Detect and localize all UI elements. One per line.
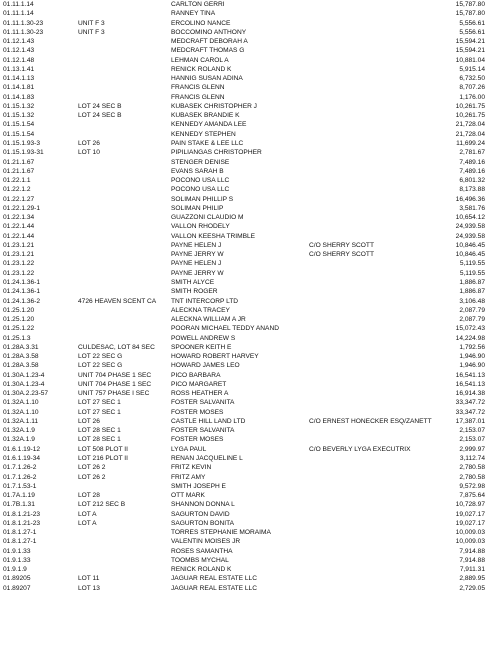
table-row <box>3 343 485 352</box>
owner-name: SPOONER KEITH E <box>171 343 232 351</box>
table-row <box>3 334 485 343</box>
property-location: UNIT 704 PHASE 1 SEC <box>78 371 152 379</box>
property-location: LOT 24 SEC B <box>78 102 122 110</box>
parcel-number: 01.22.1.2 <box>3 186 31 194</box>
owner-name: TORRES STEPHANIE MORAIMA <box>171 529 271 537</box>
parcel-number: 01.11.1.14 <box>3 1 34 8</box>
owner-name: FOSTER SALVANITA <box>171 399 235 407</box>
parcel-number: 01.28A.3.31 <box>3 343 39 351</box>
amount-due: 1,946.90 <box>459 353 485 361</box>
parcel-number: 01.25.1.22 <box>3 325 35 333</box>
property-location: LOT 11 <box>78 575 100 583</box>
table-row <box>3 9 485 18</box>
amount-due: 33,347.72 <box>455 399 485 407</box>
property-location: LOT 27 SEC 1 <box>78 408 121 416</box>
care-of-note: C/O SHERRY SCOTT <box>309 241 374 249</box>
parcel-number: 01.25.1.3 <box>3 334 31 342</box>
amount-due: 1,792.56 <box>459 343 485 351</box>
property-location: LOT 10 <box>78 149 100 157</box>
table-row <box>3 0 485 9</box>
amount-due: 3,112.74 <box>459 455 485 463</box>
amount-due: 15,787.80 <box>455 10 485 18</box>
owner-name: KUBASEK BRANDIE K <box>171 112 240 120</box>
amount-due: 10,846.45 <box>455 241 485 249</box>
property-location: LOT A <box>78 510 97 518</box>
amount-due: 6,801.32 <box>459 177 485 185</box>
parcel-number: 01.15.1.54 <box>3 130 35 138</box>
amount-due: 2,780.58 <box>459 464 485 472</box>
parcel-number: 01.22.1.44 <box>3 232 35 240</box>
property-location: LOT 508 PLOT II <box>78 445 128 453</box>
parcel-number: 01.9.1.33 <box>3 547 31 555</box>
table-row <box>3 584 485 593</box>
amount-due: 2,780.58 <box>459 473 485 481</box>
table-row <box>3 380 485 389</box>
owner-name: PICO BARBARA <box>171 371 221 379</box>
amount-due: 15,594.21 <box>455 47 485 55</box>
amount-due: 9,572.98 <box>459 482 485 490</box>
table-row <box>3 473 485 482</box>
amount-due: 1,886.87 <box>459 278 485 286</box>
owner-name: KENNEDY STEPHEN <box>171 130 236 138</box>
owner-name: PAYNE JERRY W <box>171 269 224 277</box>
table-row <box>3 491 485 500</box>
parcel-number: 01.23.1.21 <box>3 241 35 249</box>
amount-due: 2,781.67 <box>459 149 485 157</box>
amount-due: 2,087.79 <box>459 316 485 324</box>
owner-name: FRITZ AMY <box>171 473 206 481</box>
amount-due: 33,347.72 <box>455 408 485 416</box>
owner-name: SHANNON DONNA L <box>171 501 235 509</box>
amount-due: 5,119.55 <box>459 269 485 277</box>
amount-due: 7,875.64 <box>459 492 485 500</box>
table-row <box>3 528 485 537</box>
table-row <box>3 28 485 37</box>
parcel-number: 01.8.1.27-1 <box>3 529 37 537</box>
owner-name: POCONO USA LLC <box>171 177 230 185</box>
table-row <box>3 83 485 92</box>
amount-due: 10,261.75 <box>455 112 485 120</box>
parcel-number: 01.22.1.44 <box>3 223 35 231</box>
amount-due: 1,946.90 <box>459 362 485 370</box>
table-row <box>3 213 485 222</box>
parcel-number: 01.28A.3.58 <box>3 362 39 370</box>
table-row <box>3 46 485 55</box>
parcel-number: 01.15.1.32 <box>3 112 35 120</box>
property-location: LOT A <box>78 519 97 527</box>
property-location: LOT 26 2 <box>78 464 106 472</box>
amount-due: 3,106.48 <box>459 297 485 305</box>
parcel-number: 01.23.1.22 <box>3 269 35 277</box>
amount-due: 21,728.04 <box>455 121 485 129</box>
table-row <box>3 445 485 454</box>
owner-name: JAGUAR REAL ESTATE LLC <box>171 575 257 583</box>
owner-name: STENGER DENISE <box>171 158 230 166</box>
table-row <box>3 148 485 157</box>
parcel-number: 01.32A.1.9 <box>3 436 35 444</box>
property-location: LOT 26 2 <box>78 473 106 481</box>
amount-due: 7,911.31 <box>459 566 485 574</box>
owner-name: LEHMAN CAROL A <box>171 56 229 64</box>
table-row <box>3 130 485 139</box>
parcel-number: 01.8.1.21-23 <box>3 519 41 527</box>
amount-due: 11,699.24 <box>456 139 485 147</box>
owner-name: TOOMBS MYCHAL <box>171 556 229 564</box>
owner-name: ROSS HEATHER A <box>171 390 229 398</box>
parcel-number: 01.13.1.41 <box>3 65 35 73</box>
amount-due: 15,594.21 <box>455 38 485 46</box>
owner-name: FOSTER MOSES <box>171 436 224 444</box>
owner-name: POWELL ANDREW S <box>171 334 236 342</box>
parcel-number: 01.15.1.93-3 <box>3 139 41 147</box>
amount-due: 10,009.03 <box>455 529 485 537</box>
parcel-number: 01.28A.3.58 <box>3 353 39 361</box>
property-location: CULDESAC, LOT 84 SEC <box>78 343 155 351</box>
table-row <box>3 204 485 213</box>
table-row <box>3 361 485 370</box>
owner-name: PIPILIANGAS CHRISTOPHER <box>171 149 262 157</box>
parcel-number: 01.23.1.22 <box>3 260 35 268</box>
care-of-note: C/O ERNEST HONECKER ESQ/ZANETT <box>309 417 432 425</box>
amount-due: 8,707.26 <box>459 84 485 92</box>
parcel-number: 01.7.1.26-2 <box>3 464 37 472</box>
amount-due: 6,732.50 <box>459 75 485 83</box>
parcel-number: 01.89207 <box>3 584 31 592</box>
parcel-number: 01.6.1.19-34 <box>3 455 41 463</box>
parcel-number: 01.24.1.36-1 <box>3 288 41 296</box>
amount-due: 21,728.04 <box>455 130 485 138</box>
table-row <box>3 241 485 250</box>
table-row <box>3 232 485 241</box>
parcel-number: 01.12.1.43 <box>3 47 35 55</box>
amount-due: 5,915.14 <box>459 65 485 73</box>
table-row <box>3 574 485 583</box>
parcel-number: 01.30A.1.23-4 <box>3 380 45 388</box>
parcel-number: 01.21.1.67 <box>3 158 35 166</box>
amount-due: 16,496.36 <box>455 195 485 203</box>
table-row <box>3 120 485 129</box>
amount-due: 10,009.03 <box>455 538 485 546</box>
amount-due: 2,153.07 <box>459 427 485 435</box>
parcel-number: 01.15.1.32 <box>3 102 35 110</box>
owner-name: ROSES SAMANTHA <box>171 547 233 555</box>
parcel-number: 01.14.1.83 <box>3 93 35 101</box>
parcel-number: 01.14.1.81 <box>3 84 35 92</box>
property-location: LOT 26 <box>78 417 100 425</box>
table-row <box>3 315 485 324</box>
table-row <box>3 454 485 463</box>
amount-due: 14,224.98 <box>455 334 485 342</box>
parcel-number: 01.32A.1.9 <box>3 427 35 435</box>
table-row <box>3 297 485 306</box>
owner-name: HOWARD ROBERT HARVEY <box>171 353 259 361</box>
owner-name: SAGURTON BONITA <box>171 519 235 527</box>
table-row <box>3 111 485 120</box>
owner-name: MEDCRAFT THOMAS G <box>171 47 245 55</box>
table-row <box>3 259 485 268</box>
amount-due: 15,072.43 <box>455 325 485 333</box>
property-location: LOT 28 SEC 1 <box>78 436 121 444</box>
property-location: LOT 28 <box>78 492 100 500</box>
amount-due: 5,556.61 <box>459 28 485 36</box>
amount-due: 2,153.07 <box>459 436 485 444</box>
parcel-number: 01.25.1.20 <box>3 306 35 314</box>
table-row <box>3 37 485 46</box>
parcel-number: 01.11.1.30-23 <box>3 19 44 27</box>
owner-name: ERCOLINO NANCE <box>171 19 231 27</box>
property-location: LOT 216 PLOT II <box>78 455 128 463</box>
owner-name: SMITH ALYCE <box>171 278 215 286</box>
table-row <box>3 176 485 185</box>
amount-due: 1,886.87 <box>459 288 485 296</box>
property-location: UNIT F 3 <box>78 28 105 36</box>
amount-due: 24,939.58 <box>455 232 485 240</box>
table-row <box>3 435 485 444</box>
amount-due: 2,999.97 <box>459 445 485 453</box>
property-location: LOT 13 <box>78 584 100 592</box>
table-row <box>3 398 485 407</box>
care-of-note: C/O BEVERLY LYGA EXECUTRIX <box>309 445 411 453</box>
parcel-number: 01.32A.1.10 <box>3 399 39 407</box>
amount-due: 10,654.12 <box>455 214 485 222</box>
table-row <box>3 510 485 519</box>
parcel-number: 01.11.1.14 <box>3 10 34 18</box>
parcel-number: 01.22.1.27 <box>3 195 35 203</box>
owner-name: SOLIMAN PHILLIP S <box>171 195 234 203</box>
parcel-number: 01.7B.1.31 <box>3 501 35 509</box>
table-row <box>3 547 485 556</box>
owner-name: FOSTER SALVANITA <box>171 427 235 435</box>
amount-due: 7,489.16 <box>459 167 485 175</box>
owner-name: VALENTIN MOISES JR <box>171 538 241 546</box>
parcel-number: 01.8.1.27-1 <box>3 538 37 546</box>
parcel-number: 01.25.1.20 <box>3 316 35 324</box>
owner-name: POORAN MICHAEL TEDDY ANAND <box>171 325 279 333</box>
parcel-number: 01.11.1.30-23 <box>3 28 44 36</box>
parcel-number: 01.24.1.36-2 <box>3 297 41 305</box>
table-row <box>3 167 485 176</box>
amount-due: 16,541.13 <box>455 380 485 388</box>
table-row <box>3 222 485 231</box>
owner-name: TNT INTERCORP LTD <box>171 297 239 305</box>
table-row <box>3 287 485 296</box>
owner-name: PAYNE HELEN J <box>171 241 222 249</box>
owner-name: FRITZ KEVIN <box>171 464 212 472</box>
table-row <box>3 195 485 204</box>
owner-name: LYGA PAUL <box>171 445 207 453</box>
property-location: 4726 HEAVEN SCENT CA <box>78 297 157 305</box>
parcel-number: 01.7A.1.19 <box>3 492 35 500</box>
owner-name: KUBASEK CHRISTOPHER J <box>171 102 257 110</box>
owner-name: ALECKNA WILLIAM A JR <box>171 316 246 324</box>
property-location: LOT 22 SEC G <box>78 362 123 370</box>
table-row <box>3 74 485 83</box>
amount-due: 16,914.38 <box>455 390 485 398</box>
parcel-number: 01.89205 <box>3 575 31 583</box>
parcel-number: 01.30A.1.23-4 <box>3 371 45 379</box>
table-row <box>3 306 485 315</box>
amount-due: 10,728.97 <box>455 501 485 509</box>
amount-due: 7,914.88 <box>459 556 485 564</box>
table-row <box>3 352 485 361</box>
parcel-number: 01.32A.1.11 <box>3 417 39 425</box>
owner-name: POCONO USA LLC <box>171 186 230 194</box>
owner-name: SMITH ROGER <box>171 288 218 296</box>
owner-name: HOWARD JAMES LEO <box>171 362 240 370</box>
owner-name: RENICK ROLAND K <box>171 566 232 574</box>
owner-name: GUAZZONI CLAUDIO M <box>171 214 244 222</box>
table-row <box>3 278 485 287</box>
table-row <box>3 389 485 398</box>
parcel-number: 01.32A.1.10 <box>3 408 39 416</box>
table-row <box>3 324 485 333</box>
property-location: LOT 22 SEC G <box>78 353 123 361</box>
table-row <box>3 426 485 435</box>
amount-due: 3,581.76 <box>459 204 485 212</box>
amount-due: 19,027.17 <box>455 510 485 518</box>
owner-name: ALECKNA TRACEY <box>171 306 230 314</box>
amount-due: 10,846.45 <box>455 251 485 259</box>
table-row <box>3 65 485 74</box>
property-location: UNIT 704 PHASE 1 SEC <box>78 380 152 388</box>
owner-name: SAGURTON DAVID <box>171 510 230 518</box>
property-location: UNIT 757 PHASE I SEC <box>78 390 150 398</box>
owner-name: RENAN JACQUELINE L <box>171 455 243 463</box>
amount-due: 17,387.01 <box>455 417 485 425</box>
owner-name: PAYNE JERRY W <box>171 251 224 259</box>
owner-name: HANNIG SUSAN ADINA <box>171 75 243 83</box>
parcel-number: 01.12.1.48 <box>3 56 35 64</box>
amount-due: 2,889.95 <box>459 575 485 583</box>
property-location: LOT 212 SEC B <box>78 501 126 509</box>
table-row <box>3 565 485 574</box>
owner-name: SOLIMAN PHILIP <box>171 204 224 212</box>
table-row <box>3 463 485 472</box>
table-row <box>3 519 485 528</box>
property-location: LOT 28 SEC 1 <box>78 427 121 435</box>
parcel-number: 01.15.1.54 <box>3 121 35 129</box>
owner-name: CASTLE HILL LAND LTD <box>171 417 246 425</box>
table-row <box>3 56 485 65</box>
owner-name: SMITH JOSEPH E <box>171 482 226 490</box>
table-row <box>3 19 485 28</box>
amount-due: 15,787.80 <box>455 1 485 8</box>
parcel-number: 01.8.1.21-23 <box>3 510 41 518</box>
owner-name: MEDCRAFT DEBORAH A <box>171 38 248 46</box>
owner-name: JAGUAR REAL ESTATE LLC <box>171 584 257 592</box>
owner-name: BOCCOMINO ANTHONY <box>171 28 247 36</box>
owner-name: PICO MARGARET <box>171 380 227 388</box>
table-row <box>3 102 485 111</box>
table-row <box>3 408 485 417</box>
property-location: LOT 27 SEC 1 <box>78 399 121 407</box>
owner-name: EVANS SARAH B <box>171 167 224 175</box>
owner-name: CARLTON GERRI <box>171 1 225 8</box>
amount-due: 5,119.55 <box>459 260 485 268</box>
table-row <box>3 269 485 278</box>
table-row <box>3 185 485 194</box>
table-row <box>3 500 485 509</box>
amount-due: 7,489.16 <box>459 158 485 166</box>
property-location: LOT 26 <box>78 139 100 147</box>
parcel-number: 01.21.1.67 <box>3 167 35 175</box>
table-row <box>3 537 485 546</box>
parcel-number: 01.15.1.93-31 <box>3 149 44 157</box>
parcel-number: 01.30A.2.23-57 <box>3 390 49 398</box>
parcel-number: 01.22.1.34 <box>3 214 35 222</box>
amount-due: 1,176.00 <box>459 93 485 101</box>
table-row <box>3 482 485 491</box>
amount-due: 16,541.13 <box>455 371 485 379</box>
parcel-number: 01.9.1.33 <box>3 556 31 564</box>
owner-name: KENNEDY AMANDA LEE <box>171 121 247 129</box>
amount-due: 10,881.04 <box>455 56 485 64</box>
owner-name: FOSTER MOSES <box>171 408 224 416</box>
table-row <box>3 417 485 426</box>
table-row <box>3 250 485 259</box>
table-row <box>3 158 485 167</box>
owner-name: RANNEY TINA <box>171 10 216 18</box>
owner-name: VALLON RHODELY <box>171 223 230 231</box>
amount-due: 7,914.88 <box>459 547 485 555</box>
parcel-number: 01.24.1.36-1 <box>3 278 41 286</box>
owner-name: FRANCIS GLENN <box>171 93 225 101</box>
owner-name: PAIN STAKE & LEE LLC <box>171 139 244 147</box>
amount-due: 10,261.75 <box>455 102 485 110</box>
owner-name: FRANCIS GLENN <box>171 84 225 92</box>
table-row <box>3 93 485 102</box>
amount-due: 2,087.79 <box>459 306 485 314</box>
care-of-note: C/O SHERRY SCOTT <box>309 251 374 259</box>
parcel-number: 01.12.1.43 <box>3 38 35 46</box>
parcel-number: 01.6.1.19-12 <box>3 445 41 453</box>
amount-due: 8,173.88 <box>459 186 485 194</box>
property-location: UNIT F 3 <box>78 19 105 27</box>
owner-name: RENICK ROLAND K <box>171 65 232 73</box>
table-row <box>3 139 485 148</box>
parcel-number: 01.14.1.13 <box>3 75 35 83</box>
parcel-number: 01.23.1.21 <box>3 251 35 259</box>
table-row <box>3 556 485 565</box>
parcel-number: 01.7.1.53-1 <box>3 482 37 490</box>
parcel-number: 01.22.1.1 <box>3 177 31 185</box>
parcel-number: 01.22.1.29-1 <box>3 204 41 212</box>
owner-name: OTT MARK <box>171 492 205 500</box>
parcel-number: 01.7.1.26-2 <box>3 473 37 481</box>
table-row <box>3 371 485 380</box>
amount-due: 2,729.05 <box>459 584 485 592</box>
owner-name: VALLON KEESHA TRIMBLE <box>171 232 256 240</box>
property-location: LOT 24 SEC B <box>78 112 122 120</box>
owner-name: PAYNE HELEN J <box>171 260 222 268</box>
parcel-number: 01.9.1.9 <box>3 566 27 574</box>
amount-due: 5,556.61 <box>459 19 485 27</box>
amount-due: 24,939.58 <box>455 223 485 231</box>
amount-due: 19,027.17 <box>455 519 485 527</box>
